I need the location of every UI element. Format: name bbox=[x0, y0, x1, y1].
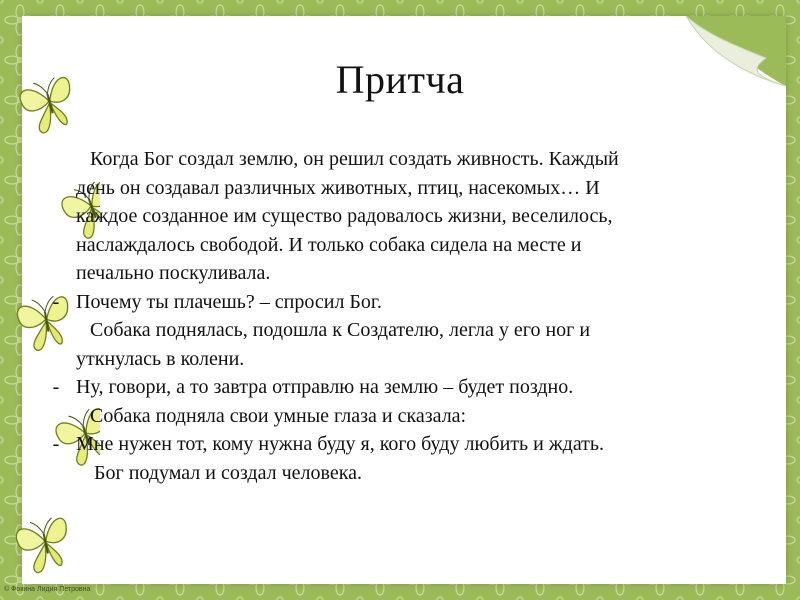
text-line: Собака поднялась, подошла к Создателю, легла у его ног и bbox=[90, 319, 591, 341]
dash-marker: - bbox=[52, 376, 60, 398]
text-line: каждое созданное им существо радовалось жизни, веселилось, bbox=[76, 205, 613, 227]
dialogue-line: - Почему ты плачешь? – спросил Бог. bbox=[76, 288, 766, 317]
dialogue-line: - Ну, говори, а то завтра отправлю на землю – будет поздно. bbox=[76, 373, 766, 402]
dash-marker: - bbox=[52, 290, 60, 313]
parable-text bbox=[52, 145, 766, 487]
text-line: Бог подумал и создал человека. bbox=[94, 461, 363, 484]
text-line: Когда Бог создал землю, он решил создать живность. Каждый bbox=[90, 148, 619, 170]
text-line: печально поскуливала. bbox=[76, 262, 271, 284]
text-line: уткнулась в колени. bbox=[76, 347, 245, 370]
butterfly-icon bbox=[14, 515, 75, 575]
butterfly-icon bbox=[15, 294, 74, 353]
slide-title: Притча bbox=[335, 57, 465, 102]
text-line: наслаждалось свободой. И только собака сидела на месте и bbox=[76, 233, 582, 256]
text-line: Собака подняла свои умные глаза и сказала: bbox=[90, 404, 467, 427]
dialogue-line: - Мне нужен тот, кому нужна буду я, кого буду любить и ждать. bbox=[76, 430, 766, 459]
copyright-note: © Фокина Лидия Петровна bbox=[4, 586, 91, 593]
text-line: день он создавал различных животных, птиц, насекомых… И bbox=[76, 176, 600, 199]
dash-marker: - bbox=[52, 433, 60, 455]
